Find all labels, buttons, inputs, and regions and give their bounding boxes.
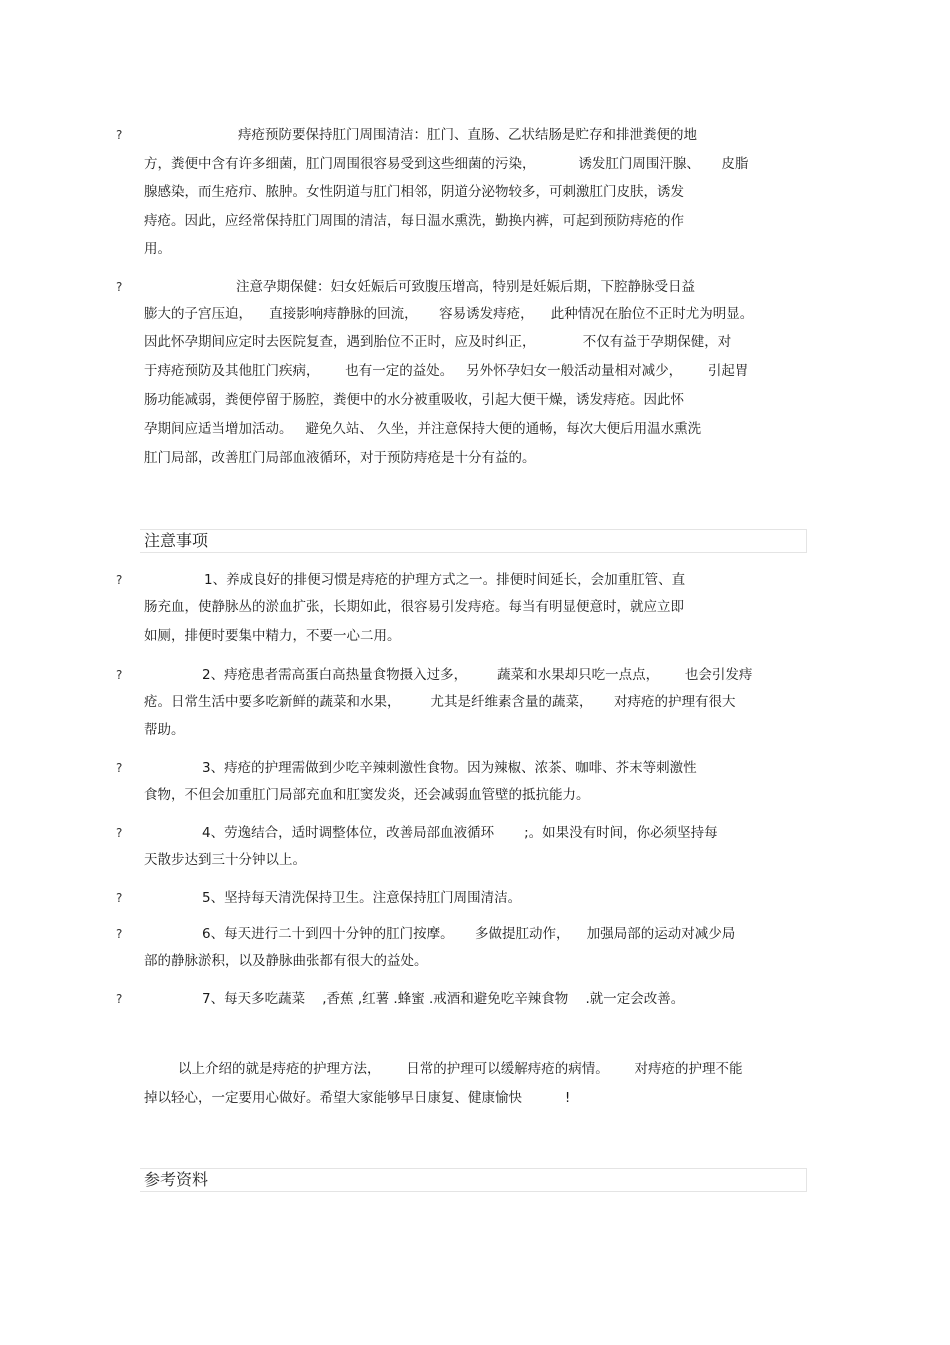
bullet-marker: ? bbox=[116, 891, 123, 905]
bullet-marker: ? bbox=[116, 668, 123, 682]
section-divider bbox=[140, 1168, 807, 1192]
note-line: 1、养成良好的排便习惯是痔疮的护理方式之一。排便时间延长，会加重肛管、直 bbox=[204, 572, 686, 588]
conclusion-line: 掉以轻心，一定要用心做好。希望大家能够早日康复、健康愉快 ! bbox=[144, 1090, 571, 1106]
paragraph-line: 肠功能减弱，粪便停留于肠腔，粪便中的水分被重吸收，引起大便干燥，诱发痔疮。因此怀 bbox=[144, 392, 684, 408]
paragraph-line: 孕期间应适当增加活动。 避免久站、 久坐，并注意保持大便的通畅，每次大便后用温水熏洗 bbox=[144, 421, 702, 437]
paragraph-line: 注意孕期保健：妇女妊娠后可致腹压增高，特别是妊娠后期，下腔静脉受日益 bbox=[236, 279, 695, 295]
note-line: 6、每天进行二十到四十分钟的肛门按摩。 多做提肛动作， 加强局部的运动对减少局 bbox=[202, 926, 736, 942]
note-line: 帮助。 bbox=[144, 722, 185, 738]
bullet-marker: ? bbox=[116, 280, 123, 294]
conclusion-line: 以上介绍的就是痔疮的护理方法， 日常的护理可以缓解痔疮的病情。 对痔疮的护理不能 bbox=[178, 1061, 743, 1077]
note-line: 3、痔疮的护理需做到少吃辛辣刺激性食物。因为辣椒、浓茶、咖啡、芥末等刺激性 bbox=[202, 760, 697, 776]
section-divider bbox=[140, 529, 807, 553]
bullet-marker: ? bbox=[116, 927, 123, 941]
bullet-marker: ? bbox=[116, 761, 123, 775]
paragraph-line: 痔疮。因此，应经常保持肛门周围的清洁，每日温水熏洗，勤换内裤，可起到预防痔疮的作 bbox=[144, 213, 684, 229]
paragraph-line: 于痔疮预防及其他肛门疾病， 也有一定的益处。 另外怀孕妇女一般活动量相对减少， 引起胃 bbox=[144, 363, 749, 379]
note-line: 7、每天多吃蔬菜 ,香蕉 ,红薯 .蜂蜜 .戒酒和避免吃辛辣食物 .就一定会改善。 bbox=[202, 991, 685, 1007]
paragraph-line: 肛门局部，改善肛门局部血液循环，对于预防痔疮是十分有益的。 bbox=[144, 450, 536, 466]
note-line: 疮。日常生活中要多吃新鲜的蔬菜和水果， 尤其是纤维素含量的蔬菜， 对痔疮的护理有很大 bbox=[144, 694, 736, 710]
bullet-marker: ? bbox=[116, 128, 123, 142]
bullet-marker: ? bbox=[116, 992, 123, 1006]
note-line: 2、痔疮患者需高蛋白高热量食物摄入过多， 蔬菜和水果却只吃一点点， 也会引发痔 bbox=[202, 667, 753, 683]
note-line: 5、坚持每天清洗保持卫生。注意保持肛门周围清洁。 bbox=[202, 890, 522, 906]
paragraph-line: 用。 bbox=[144, 241, 171, 257]
note-line: 食物，不但会加重肛门局部充血和肛窦发炎，还会减弱血管壁的抵抗能力。 bbox=[144, 787, 590, 803]
note-line: 如厕，排便时要集中精力，不要一心二用。 bbox=[144, 628, 401, 644]
note-line: 部的静脉淤积，以及静脉曲张都有很大的益处。 bbox=[144, 953, 428, 969]
paragraph-line: 因此怀孕期间应定时去医院复查，遇到胎位不正时，应及时纠正， 不仅有益于孕期保健，对 bbox=[144, 334, 732, 350]
section-heading-references: 参考资料 bbox=[144, 1170, 209, 1189]
paragraph-line: 方，粪便中含有许多细菌，肛门周围很容易受到这些细菌的污染， 诱发肛门周围汗腺、 皮脂 bbox=[144, 156, 749, 172]
bullet-marker: ? bbox=[116, 573, 123, 587]
paragraph-line: 膨大的子宫压迫， 直接影响痔静脉的回流， 容易诱发痔疮， 此种情况在胎位不正时尤为明显。 bbox=[144, 306, 754, 322]
note-line: 4、劳逸结合，适时调整体位，改善局部血液循环 ;。如果没有时间，你必须坚持每 bbox=[202, 825, 718, 841]
paragraph-line: 痔疮预防要保持肛门周围清洁：肛门、直肠、乙状结肠是贮存和排泄粪便的地 bbox=[238, 127, 697, 143]
note-line: 肠充血，使静脉丛的淤血扩张，长期如此，很容易引发痔疮。每当有明显便意时，就应立即 bbox=[144, 599, 684, 615]
paragraph-line: 腺感染，而生疮疖、脓肿。女性阴道与肛门相邻，阴道分泌物较多，可刺激肛门皮肤，诱发 bbox=[144, 184, 684, 200]
note-line: 天散步达到三十分钟以上。 bbox=[144, 852, 306, 868]
bullet-marker: ? bbox=[116, 826, 123, 840]
section-heading-notes: 注意事项 bbox=[144, 531, 209, 550]
